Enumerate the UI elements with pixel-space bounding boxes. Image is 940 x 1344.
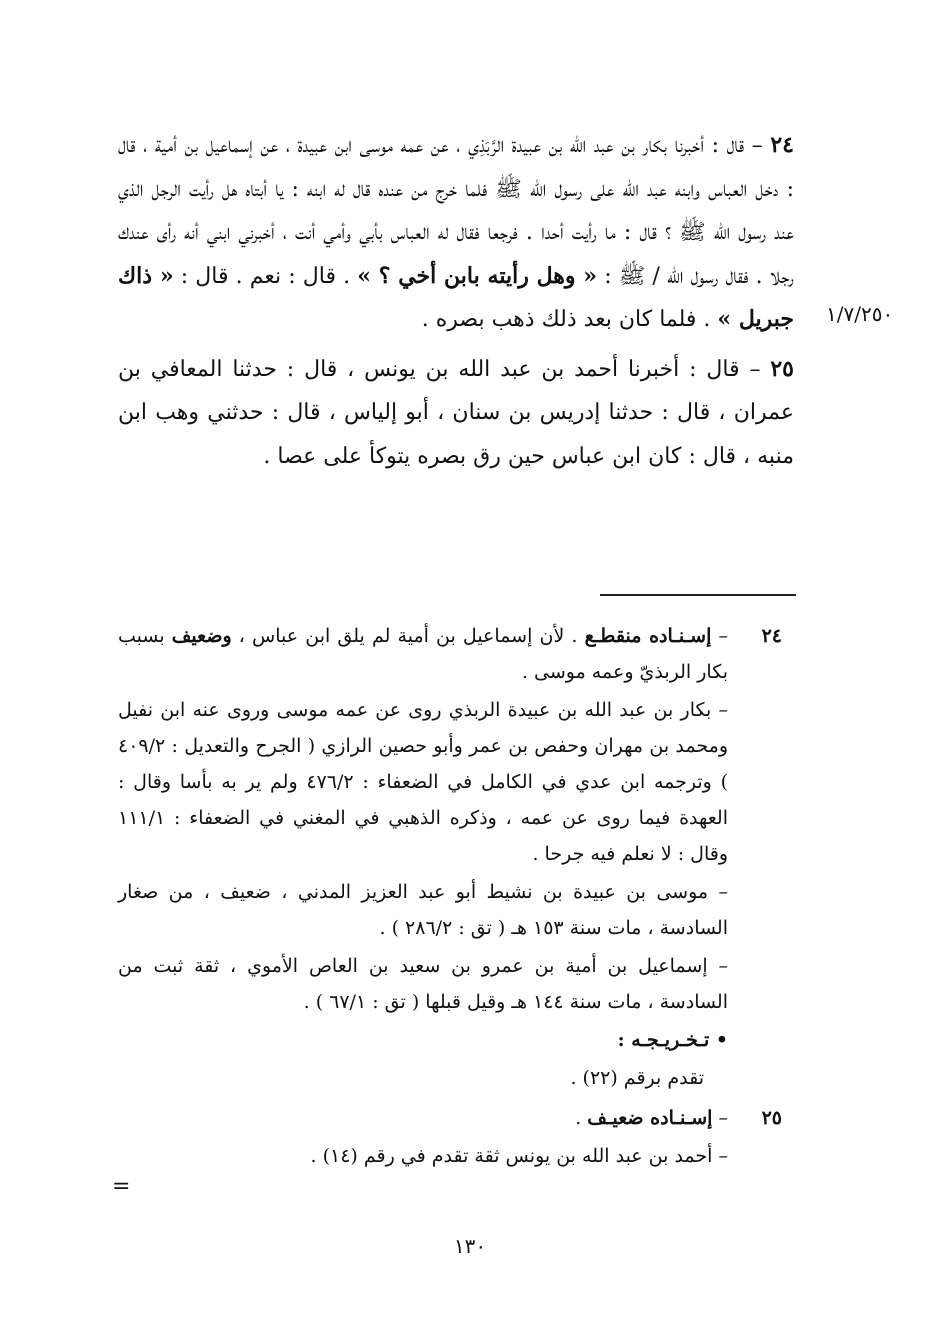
hadith-quote: « ذاك جبريل »	[118, 262, 794, 332]
footnote-label: إسـنـاده ضعيـف	[587, 1107, 713, 1129]
footnote-label: إسـنـاده منقطـع	[584, 625, 712, 647]
takhrij-heading: • تـخـريـجـه :	[617, 1029, 728, 1051]
narrator-note: – أحمد بن عبد الله بن يونس ثقة تقدم في رقم (١٤) .	[310, 1145, 728, 1167]
footnote-text: بسبب بكار الربذيّ وعمه موسى .	[118, 625, 728, 683]
takhrij-text: تقدم برقم (٢٢) .	[570, 1067, 704, 1089]
hadith-text: . قال : نعم . قال :	[173, 263, 358, 289]
footnote-24	[118, 618, 782, 690]
footnote-text: .	[575, 1107, 588, 1129]
narrator-note: – موسى بن عبيدة بن نشيط أبو عبد العزيز المدني ، ضعيف ، من صغار السادسة ، مات سنة ١٥٣ هـ ( تق : ٢٨٦/٢ ) .	[118, 881, 728, 939]
hadith-number: ٢٤	[770, 132, 794, 158]
footnote-number: ٢٤	[761, 625, 782, 647]
continuation-mark: =	[112, 1174, 131, 1199]
hadith-quote: « وهل رأيته بابن أخي ؟ »	[357, 262, 598, 289]
narrator-note: – بكار بن عبد الله بن عبيدة الربذي روى عن عمه موسى وروى عنه ابن نفيل ومحمد بن مهران وحفص بن عمر وأبو حصين الرازي ( الجرح والتعديل : ٤٠٩/٢ ) وترجمه ابن عدي في الكامل في الضعفاء : ٤٧٦/٢ ولم ير به بأسا وقال : العهدة فيما روى عن عمه ، وذكره الذهبي في المغني في الضعفاء : ١١١/١ وقال : لا نعلم فيه جرحا .	[118, 699, 728, 865]
hadith-24	[118, 124, 794, 342]
footnote-25	[118, 1100, 782, 1136]
footnote-label: وضعيف	[171, 625, 232, 647]
main-text	[118, 124, 794, 484]
hadith-25	[118, 348, 794, 479]
footnote-text: . لأن إسماعيل بن أمية لم يلق ابن عباس ،	[231, 625, 585, 647]
hadith-text: – قال : أخبرنا بكار بن عبد الله بن عبيدة الرَّبَذِي ، عن عمه موسى ابن عبيدة ، عن إسماعيل بن أمية ، قال : دخل العباس وابنه عبد الله على رسول الله ﷺ فلما خرج من عنده قال له ابنه : يا أبتاه هل رأيت الرجل الذي عند رسول الله ﷺ ؟ قال : ما رأيت أحدا . فرجعا فقال له العباس بأبي وأمي أنت ، أخبرني ابني أنه رأى عندك رجلا . فقال رسول الله / ﷺ :	[118, 133, 795, 289]
hadith-text: – قال : أخبرنا أحمد بن عبد الله بن يونس ، قال : حدثنا المعافي بن عمران ، قال : حدثنا إدريس بن سنان ، أبو إلياس ، قال : حدثني وهب ابن منبه ، قال : كان ابن عباس حين رق بصره يتوكأ على عصا .	[118, 356, 794, 469]
margin-reference: ١/٧/٢٥٠	[826, 302, 894, 326]
footnote-divider	[600, 594, 796, 596]
page-number: ١٣٠	[453, 1234, 487, 1258]
footnote-dash: –	[712, 1107, 728, 1129]
hadith-number: ٢٥	[770, 355, 794, 382]
footnote-dash: –	[711, 625, 728, 647]
hadith-text: . فلما كان بعد ذلك ذهب بصره .	[421, 307, 718, 332]
footnote-number: ٢٥	[761, 1107, 782, 1129]
footnotes	[118, 618, 782, 1176]
narrator-note: – إسماعيل بن أمية بن عمرو بن سعيد بن العاص الأموي ، ثقة ثبت من السادسة ، مات سنة ١٤٤ هـ وقيل قبلها ( تق : ٦٧/١ ) .	[118, 955, 728, 1013]
